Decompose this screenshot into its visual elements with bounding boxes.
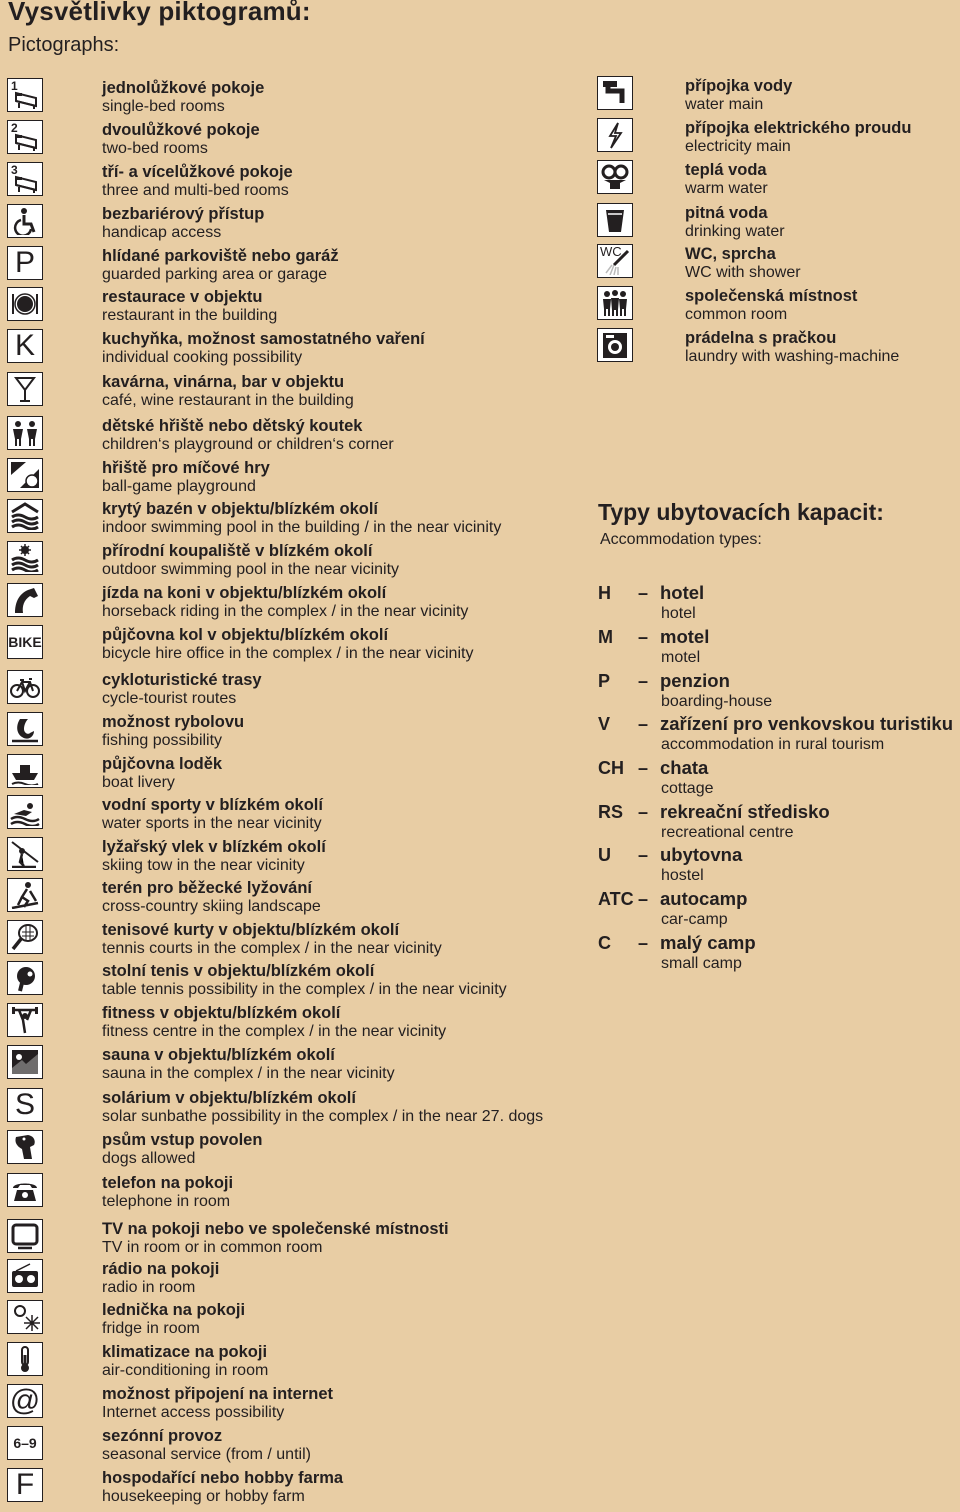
pictograph-label-cz: cykloturistické trasy xyxy=(102,671,262,689)
accommodation-code: U xyxy=(598,845,611,865)
page-subtitle: Pictographs: xyxy=(8,34,120,56)
pictograph-letter: BIKE xyxy=(8,634,42,650)
pictograph-row xyxy=(0,756,590,798)
drinking-cup-icon xyxy=(597,203,633,237)
pictograph-row xyxy=(0,1005,590,1047)
accommodation-subtitle: Accommodation types: xyxy=(600,531,762,548)
playground-icon xyxy=(7,416,43,450)
pictograph-label-en: sauna in the complex / in the near vicinity xyxy=(102,1065,395,1082)
pictograph-label-cz: prádelna s pračkou xyxy=(685,329,837,347)
ball-game-icon xyxy=(7,458,43,492)
pictograph-label-cz: tenisové kurty v objektu/blízkém okolí xyxy=(102,921,400,939)
pictograph-row xyxy=(0,672,590,714)
accommodation-label-en: small camp xyxy=(661,955,742,972)
pictograph-letter: 6–9 xyxy=(13,1435,37,1451)
boat-icon xyxy=(7,754,43,788)
pictograph-label-cz: sezónní provoz xyxy=(102,1427,223,1445)
cocktail-glass-icon xyxy=(7,372,43,406)
pictograph-label-cz: restaurace v objektu xyxy=(102,288,263,306)
accommodation-label-en: hostel xyxy=(661,867,704,884)
accommodation-label-cz: hotel xyxy=(660,582,705,603)
tennis-icon xyxy=(7,920,43,954)
accommodation-label-cz: ubytovna xyxy=(660,844,743,865)
accommodation-type-row xyxy=(598,932,960,976)
pictograph-row xyxy=(592,120,960,162)
accommodation-code: M xyxy=(598,627,613,647)
pictograph-label-en: three and multi-bed rooms xyxy=(102,182,289,199)
pictograph-label-en: tennis courts in the complex / in the near vicinity xyxy=(102,940,442,957)
pictograph-label-en: electricity main xyxy=(685,138,791,155)
pictograph-label-en: laundry with washing-machine xyxy=(685,348,900,365)
farm-icon xyxy=(7,1468,43,1502)
pictograph-label-en: two-bed rooms xyxy=(102,140,208,157)
pictograph-row xyxy=(0,797,590,839)
accommodation-type-row xyxy=(598,888,960,932)
accommodation-label-cz: rekreační středisko xyxy=(660,801,830,822)
pictograph-row xyxy=(592,78,960,120)
accommodation-type-row xyxy=(598,626,960,670)
pictograph-label-en: boat livery xyxy=(102,774,175,791)
accommodation-label-cz: chata xyxy=(660,757,709,778)
pictograph-row xyxy=(0,1090,590,1132)
cross-country-ski-icon xyxy=(7,878,43,912)
pictograph-row xyxy=(0,460,590,502)
pictograph-label-cz: rádio na pokoji xyxy=(102,1260,220,1278)
pictograph-label-cz: jednolůžkové pokoje xyxy=(102,79,265,97)
pictograph-label-en: fitness centre in the complex / in the near vicinity xyxy=(102,1023,447,1040)
pictograph-label-cz: terén pro běžecké lyžování xyxy=(102,879,312,897)
pictograph-label-cz: solárium v objektu/blízkém okolí xyxy=(102,1089,356,1107)
pictograph-row xyxy=(0,1470,590,1512)
pictograph-label-cz: lyžařský vlek v blízkém okolí xyxy=(102,838,326,856)
pictograph-label-cz: přípojka elektrického proudu xyxy=(685,119,912,137)
accommodation-label-cz: motel xyxy=(660,626,710,647)
pictograph-letter: WC xyxy=(600,244,622,259)
pictograph-row xyxy=(0,543,590,585)
pictograph-label-en: fridge in room xyxy=(102,1320,200,1337)
pictograph-label-en: fishing possibility xyxy=(102,732,223,749)
pictograph-label-cz: dětské hřiště nebo dětský koutek xyxy=(102,417,363,435)
pictograph-row xyxy=(592,288,960,330)
pictograph-label-cz: lednička na pokoji xyxy=(102,1301,246,1319)
pictograph-row xyxy=(0,206,590,248)
accommodation-dash: – xyxy=(638,671,649,691)
pictograph-number: 1 xyxy=(11,79,18,93)
pictograph-row xyxy=(0,839,590,881)
pictograph-label-en: seasonal service (from / until) xyxy=(102,1446,311,1463)
pictograph-row xyxy=(0,963,590,1005)
pictograph-label-en: solar sunbathe possibility in the complex / in the near 27. dogs xyxy=(102,1108,544,1125)
water-tap-icon xyxy=(597,76,633,110)
pictograph-label-en: café, wine restaurant in the building xyxy=(102,392,354,409)
pictograph-row xyxy=(0,714,590,756)
pictograph-row xyxy=(0,1344,590,1386)
pictograph-label-en: telephone in room xyxy=(102,1193,231,1210)
accommodation-dash: – xyxy=(638,933,649,953)
telephone-icon xyxy=(7,1173,43,1207)
pictograph-label-en: drinking water xyxy=(685,223,785,240)
indoor-pool-icon xyxy=(7,499,43,533)
accommodation-title: Typy ubytovacích kapacit: xyxy=(598,499,884,525)
pictograph-label-en: skiing tow in the near vicinity xyxy=(102,857,305,874)
accommodation-label-en: recreational centre xyxy=(661,824,794,841)
accommodation-code: C xyxy=(598,933,611,953)
accommodation-dash: – xyxy=(638,583,649,603)
accommodation-type-row xyxy=(598,582,960,626)
restaurant-icon xyxy=(7,287,43,321)
pictograph-label-cz: klimatizace na pokoji xyxy=(102,1343,268,1361)
accommodation-dash: – xyxy=(638,714,649,734)
pictograph-row xyxy=(0,1221,590,1263)
accommodation-type-row xyxy=(598,713,960,757)
accommodation-code: V xyxy=(598,714,611,734)
pictograph-label-en: horseback riding in the complex / in the near vicinity xyxy=(102,603,469,620)
pictograph-row xyxy=(0,164,590,206)
season-icon xyxy=(7,1426,43,1460)
bicycle-icon xyxy=(7,670,43,704)
water-sports-icon xyxy=(7,795,43,829)
pictograph-label-en: guarded parking area or garage xyxy=(102,266,328,283)
pictograph-row xyxy=(592,246,960,288)
pictograph-row xyxy=(0,331,590,373)
pictograph-label-en: single-bed rooms xyxy=(102,98,225,115)
pictograph-label-en: water sports in the near vicinity xyxy=(102,815,322,832)
horse-icon xyxy=(7,583,43,617)
sauna-icon xyxy=(7,1045,43,1079)
pictograph-letter: K xyxy=(14,329,35,362)
pictograph-label-cz: sauna v objektu/blízkém okolí xyxy=(102,1046,335,1064)
pictograph-row xyxy=(592,162,960,204)
pictograph-row xyxy=(0,501,590,543)
wc-shower-icon xyxy=(597,244,633,278)
pictograph-label-cz: telefon na pokoji xyxy=(102,1174,234,1192)
pictograph-label-cz: krytý bazén v objektu/blízkém okolí xyxy=(102,500,378,518)
pictograph-label-cz: tří- a vícelůžkové pokoje xyxy=(102,163,293,181)
pictograph-label-en: radio in room xyxy=(102,1279,196,1296)
pictograph-row xyxy=(0,248,590,290)
pictograph-label-en: cycle-tourist routes xyxy=(102,690,237,707)
electricity-icon xyxy=(597,118,633,152)
pictograph-label-en: Internet access possibility xyxy=(102,1404,285,1421)
page-title: Vysvětlivky piktogramů: xyxy=(8,0,311,26)
pictograph-row xyxy=(0,289,590,331)
pictograph-label-en: restaurant in the building xyxy=(102,307,278,324)
pictograph-label-en: bicycle hire office in the complex / in the near vicinity xyxy=(102,645,474,662)
parking-icon xyxy=(7,246,43,280)
outdoor-pool-icon xyxy=(7,541,43,575)
solarium-icon xyxy=(7,1088,43,1122)
tv-icon xyxy=(7,1219,43,1253)
pictograph-label-en: water main xyxy=(685,96,764,113)
accommodation-code: RS xyxy=(598,802,624,822)
pictograph-number: 2 xyxy=(11,121,18,135)
pictograph-label-cz: dvoulůžkové pokoje xyxy=(102,121,260,139)
multi-bed-icon xyxy=(7,162,43,196)
dog-icon xyxy=(7,1130,43,1164)
fridge-icon xyxy=(7,1300,43,1334)
accommodation-label-cz: penzion xyxy=(660,670,730,691)
bike-hire-icon xyxy=(7,625,43,659)
accommodation-label-en: accommodation in rural tourism xyxy=(661,736,885,753)
pictograph-row xyxy=(0,1175,590,1217)
pictograph-label-cz: hřiště pro míčové hry xyxy=(102,459,270,477)
pictograph-label-cz: hlídané parkoviště nebo garáž xyxy=(102,247,339,265)
pictograph-label-en: children‘s playground or children‘s corner xyxy=(102,436,394,453)
fishing-icon xyxy=(7,712,43,746)
pictograph-row xyxy=(0,627,590,669)
accommodation-label-cz: zařízení pro venkovskou turistiku xyxy=(660,713,953,734)
accommodation-type-row xyxy=(598,670,960,714)
accommodation-dash: – xyxy=(638,627,649,647)
washing-machine-icon xyxy=(597,328,633,362)
accommodation-label-cz: autocamp xyxy=(660,888,748,909)
pictograph-label-en: air-conditioning in room xyxy=(102,1362,269,1379)
pictograph-label-en: cross-country skiing landscape xyxy=(102,898,321,915)
pictograph-row xyxy=(0,1261,590,1303)
radio-icon xyxy=(7,1259,43,1293)
pictograph-row xyxy=(592,330,960,372)
fitness-icon xyxy=(7,1003,43,1037)
accommodation-code: P xyxy=(598,671,611,691)
wheelchair-icon xyxy=(7,204,43,238)
pictograph-label-cz: společenská místnost xyxy=(685,287,858,305)
pictograph-label-en: dogs allowed xyxy=(102,1150,196,1167)
table-tennis-icon xyxy=(7,961,43,995)
pictograph-row xyxy=(0,585,590,627)
pictograph-letter: S xyxy=(14,1088,35,1121)
pictograph-row xyxy=(0,880,590,922)
pictograph-label-cz: fitness v objektu/blízkém okolí xyxy=(102,1004,341,1022)
ski-tow-icon xyxy=(7,837,43,871)
pictograph-label-en: TV in room or in common room xyxy=(102,1239,323,1256)
pictograph-row xyxy=(0,80,590,122)
pictograph-label-cz: kuchyňka, možnost samostatného vaření xyxy=(102,330,425,348)
accommodation-label-en: motel xyxy=(661,649,701,666)
accommodation-dash: – xyxy=(638,758,649,778)
pictograph-row xyxy=(0,1047,590,1089)
pictograph-row xyxy=(0,374,590,416)
accommodation-dash: – xyxy=(638,889,649,909)
pictograph-label-cz: WC, sprcha xyxy=(685,245,776,263)
pictograph-label-en: indoor swimming pool in the building / in the near vicinity xyxy=(102,519,502,536)
pictograph-label-cz: bezbariérový přístup xyxy=(102,205,265,223)
accommodation-code: CH xyxy=(598,758,624,778)
pictograph-label-en: ball-game playground xyxy=(102,478,256,495)
pictograph-label-en: warm water xyxy=(685,180,768,197)
pictograph-label-cz: možnost rybolovu xyxy=(102,713,245,731)
pictograph-label-cz: jízda na koni v objektu/blízkém okolí xyxy=(102,584,387,602)
accommodation-label-en: cottage xyxy=(661,780,714,797)
thermometer-icon xyxy=(7,1342,43,1376)
pictograph-label-cz: kavárna, vinárna, bar v objektu xyxy=(102,373,345,391)
pictograph-label-en: common room xyxy=(685,306,788,323)
pictograph-label-cz: přípojka vody xyxy=(685,77,793,95)
warm-water-icon xyxy=(597,160,633,194)
accommodation-type-row xyxy=(598,844,960,888)
pictograph-row xyxy=(0,122,590,164)
pictograph-label-en: WC with shower xyxy=(685,264,801,281)
at-sign-icon xyxy=(7,1384,43,1418)
pictograph-row xyxy=(0,922,590,964)
pictograph-label-cz: přírodní koupaliště v blízkém okolí xyxy=(102,542,373,560)
accommodation-dash: – xyxy=(638,802,649,822)
pictograph-label-en: handicap access xyxy=(102,224,222,241)
pictograph-label-cz: stolní tenis v objektu/blízkém okolí xyxy=(102,962,375,980)
pictograph-label-en: individual cooking possibility xyxy=(102,349,303,366)
accommodation-type-row xyxy=(598,801,960,845)
accommodation-dash: – xyxy=(638,845,649,865)
accommodation-label-en: boarding-house xyxy=(661,693,773,710)
pictograph-letter: P xyxy=(14,246,35,279)
pictograph-letter: @ xyxy=(9,1384,41,1417)
pictograph-row xyxy=(0,1428,590,1470)
accommodation-label-cz: malý camp xyxy=(660,932,756,953)
people-group-icon xyxy=(597,286,633,320)
pictograph-number: 3 xyxy=(11,163,18,177)
pictograph-label-cz: hospodařící nebo hobby farma xyxy=(102,1469,344,1487)
pictograph-label-cz: TV na pokoji nebo ve společenské místnosti xyxy=(102,1220,449,1238)
pictograph-label-cz: teplá voda xyxy=(685,161,767,179)
pictograph-row xyxy=(0,418,590,460)
pictograph-row xyxy=(592,205,960,247)
accommodation-label-en: hotel xyxy=(661,605,696,622)
pictograph-label-cz: půjčovna kol v objektu/blízkém okolí xyxy=(102,626,389,644)
accommodation-label-en: car-camp xyxy=(661,911,728,928)
two-bed-icon xyxy=(7,120,43,154)
pictograph-row xyxy=(0,1302,590,1344)
pictograph-letter: F xyxy=(15,1468,35,1501)
pictograph-label-cz: možnost připojení na internet xyxy=(102,1385,334,1403)
accommodation-code: H xyxy=(598,583,611,603)
pictograph-row xyxy=(0,1386,590,1428)
pictograph-label-en: table tennis possibility in the complex / in the near vicinity xyxy=(102,981,507,998)
pictograph-row xyxy=(0,1132,590,1174)
kitchen-icon xyxy=(7,329,43,363)
pictograph-label-cz: půjčovna loděk xyxy=(102,755,223,773)
pictograph-label-cz: psům vstup povolen xyxy=(102,1131,263,1149)
pictograph-label-cz: pitná voda xyxy=(685,204,768,222)
pictograph-label-cz: vodní sporty v blízkém okolí xyxy=(102,796,323,814)
single-bed-icon xyxy=(7,78,43,112)
accommodation-code: ATC xyxy=(598,889,634,909)
pictograph-label-en: housekeeping or hobby farm xyxy=(102,1488,305,1505)
pictograph-label-en: outdoor swimming pool in the near vicinity xyxy=(102,561,400,578)
accommodation-type-row xyxy=(598,757,960,801)
